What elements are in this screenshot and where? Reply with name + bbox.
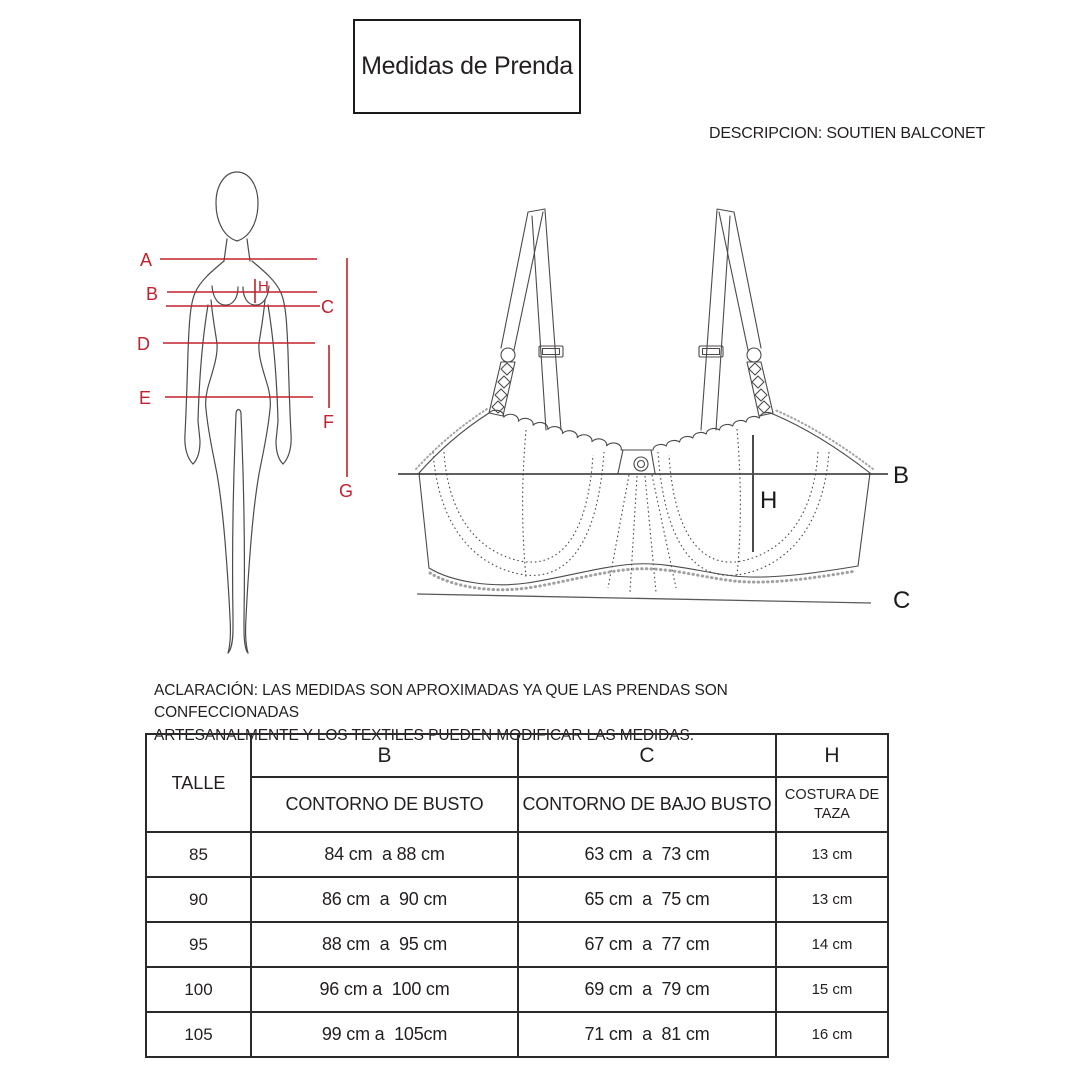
header-contorno-busto: CONTORNO DE BUSTO xyxy=(251,777,518,832)
cell-costura: 14 cm xyxy=(776,922,888,967)
bra-label-h: H xyxy=(760,487,778,514)
body-right-torso-leg xyxy=(246,300,271,653)
cell-bajo-busto: 63 cm a 73 cm xyxy=(518,832,776,877)
table-row xyxy=(146,877,888,922)
page-title: Medidas de Prenda xyxy=(361,52,573,80)
table-name-row xyxy=(146,777,888,832)
bra-band-bottom-lace-trim xyxy=(430,569,856,590)
cell-bajo-busto: 71 cm a 81 cm xyxy=(518,1012,776,1057)
measure-label-h: H xyxy=(258,278,269,295)
measure-label-c: C xyxy=(321,297,334,317)
table-row xyxy=(146,922,888,967)
garment-note-line1: ACLARACIÓN: LAS MEDIDAS SON APROXIMADAS YA QUE LAS PRENDAS SON CONFECCIONADAS xyxy=(154,682,728,722)
body-left-torso-leg xyxy=(206,300,231,653)
header-letter-b: B xyxy=(251,734,518,777)
bra-left-underwire-inner xyxy=(444,452,593,562)
bra-right-ring xyxy=(747,348,761,362)
bra-left-wing-top xyxy=(419,413,489,473)
bra-line-c xyxy=(417,594,871,603)
body-left-bust-curve xyxy=(212,286,238,305)
bra-gore-seam-rays xyxy=(608,475,676,592)
body-left-inner-leg xyxy=(228,414,236,653)
header-costura-taza xyxy=(776,777,888,832)
cell-talle: 85 xyxy=(146,832,251,877)
cell-busto: 88 cm a 95 cm xyxy=(251,922,518,967)
measure-label-b: B xyxy=(146,284,159,304)
bra-right-slider-inner xyxy=(703,349,720,355)
measure-label-d: D xyxy=(137,334,150,354)
product-description: DESCRIPCION: SOUTIEN BALCONET xyxy=(708,125,985,142)
garment-note-line2: ARTESANALMENTE Y LOS TEXTILES PUEDEN MODIFICAR LAS MEDIDAS. xyxy=(154,726,694,744)
cell-talle: 100 xyxy=(146,967,251,1012)
body-head xyxy=(216,172,258,241)
body-measurement-lines xyxy=(137,250,353,501)
header-letter-h: H xyxy=(776,734,888,777)
bra-right-neckline-scallops xyxy=(653,412,773,450)
bra-right-wing-top xyxy=(773,414,870,473)
table-row xyxy=(146,832,888,877)
table-row xyxy=(146,967,888,1012)
cell-busto: 84 cm a 88 cm xyxy=(251,832,518,877)
bra-label-c: C xyxy=(893,587,911,614)
measure-label-a: A xyxy=(140,250,153,270)
bra-left-underwire-outer xyxy=(433,452,604,575)
size-table xyxy=(145,733,889,1058)
measure-label-e: E xyxy=(139,388,152,408)
body-right-hand xyxy=(268,305,283,464)
cell-busto: 86 cm a 90 cm xyxy=(251,877,518,922)
bra-left-cup-seam xyxy=(523,430,526,577)
cell-costura: 13 cm xyxy=(776,877,888,922)
cell-talle: 90 xyxy=(146,877,251,922)
bra-left-band-edge xyxy=(419,473,429,568)
bra-left-strap-cap xyxy=(528,209,545,212)
cell-busto: 96 cm a 100 cm xyxy=(251,967,518,1012)
cell-talle: 105 xyxy=(146,1012,251,1057)
cell-bajo-busto: 67 cm a 77 cm xyxy=(518,922,776,967)
body-silhouette-drawing xyxy=(185,172,291,653)
bra-center-flower-inner xyxy=(638,461,645,468)
bra-label-b: B xyxy=(893,462,910,489)
cell-bajo-busto: 69 cm a 79 cm xyxy=(518,967,776,1012)
cell-bajo-busto: 65 cm a 75 cm xyxy=(518,877,776,922)
header-contorno-bajo-busto: CONTORNO DE BAJO BUSTO xyxy=(518,777,776,832)
bra-right-cup-seam xyxy=(737,429,740,575)
cell-costura: 16 cm xyxy=(776,1012,888,1057)
measure-label-g: G xyxy=(339,481,354,501)
bra-left-ring xyxy=(501,348,515,362)
bra-right-wing-lace-trim xyxy=(775,410,873,469)
bra-right-underwire-outer xyxy=(658,452,829,575)
header-costura-line1: COSTURA DE xyxy=(784,786,880,803)
table-row xyxy=(146,1012,888,1057)
bra-left-slider-inner xyxy=(543,349,560,355)
cell-costura: 13 cm xyxy=(776,832,888,877)
bra-right-band-edge xyxy=(858,473,870,566)
body-neck xyxy=(224,239,250,261)
cell-busto: 99 cm a 105cm xyxy=(251,1012,518,1057)
bra-band-bottom-edge xyxy=(429,564,858,585)
bra-right-strap-cap xyxy=(717,209,734,212)
cell-costura: 15 cm xyxy=(776,967,888,1012)
bra-center-flower xyxy=(634,457,648,471)
table-letter-row xyxy=(146,734,888,777)
header-letter-c: C xyxy=(518,734,776,777)
header-talle: TALLE xyxy=(146,734,251,832)
bra-right-underwire-inner xyxy=(669,452,818,562)
bra-technical-drawing xyxy=(398,209,910,614)
body-left-hand xyxy=(193,305,208,464)
cell-talle: 95 xyxy=(146,922,251,967)
measure-label-f: F xyxy=(323,412,334,432)
bra-left-wing-lace-trim xyxy=(416,409,487,469)
header-costura-line2: TAZA xyxy=(814,805,850,822)
bra-left-neckline-scallops xyxy=(489,410,621,450)
